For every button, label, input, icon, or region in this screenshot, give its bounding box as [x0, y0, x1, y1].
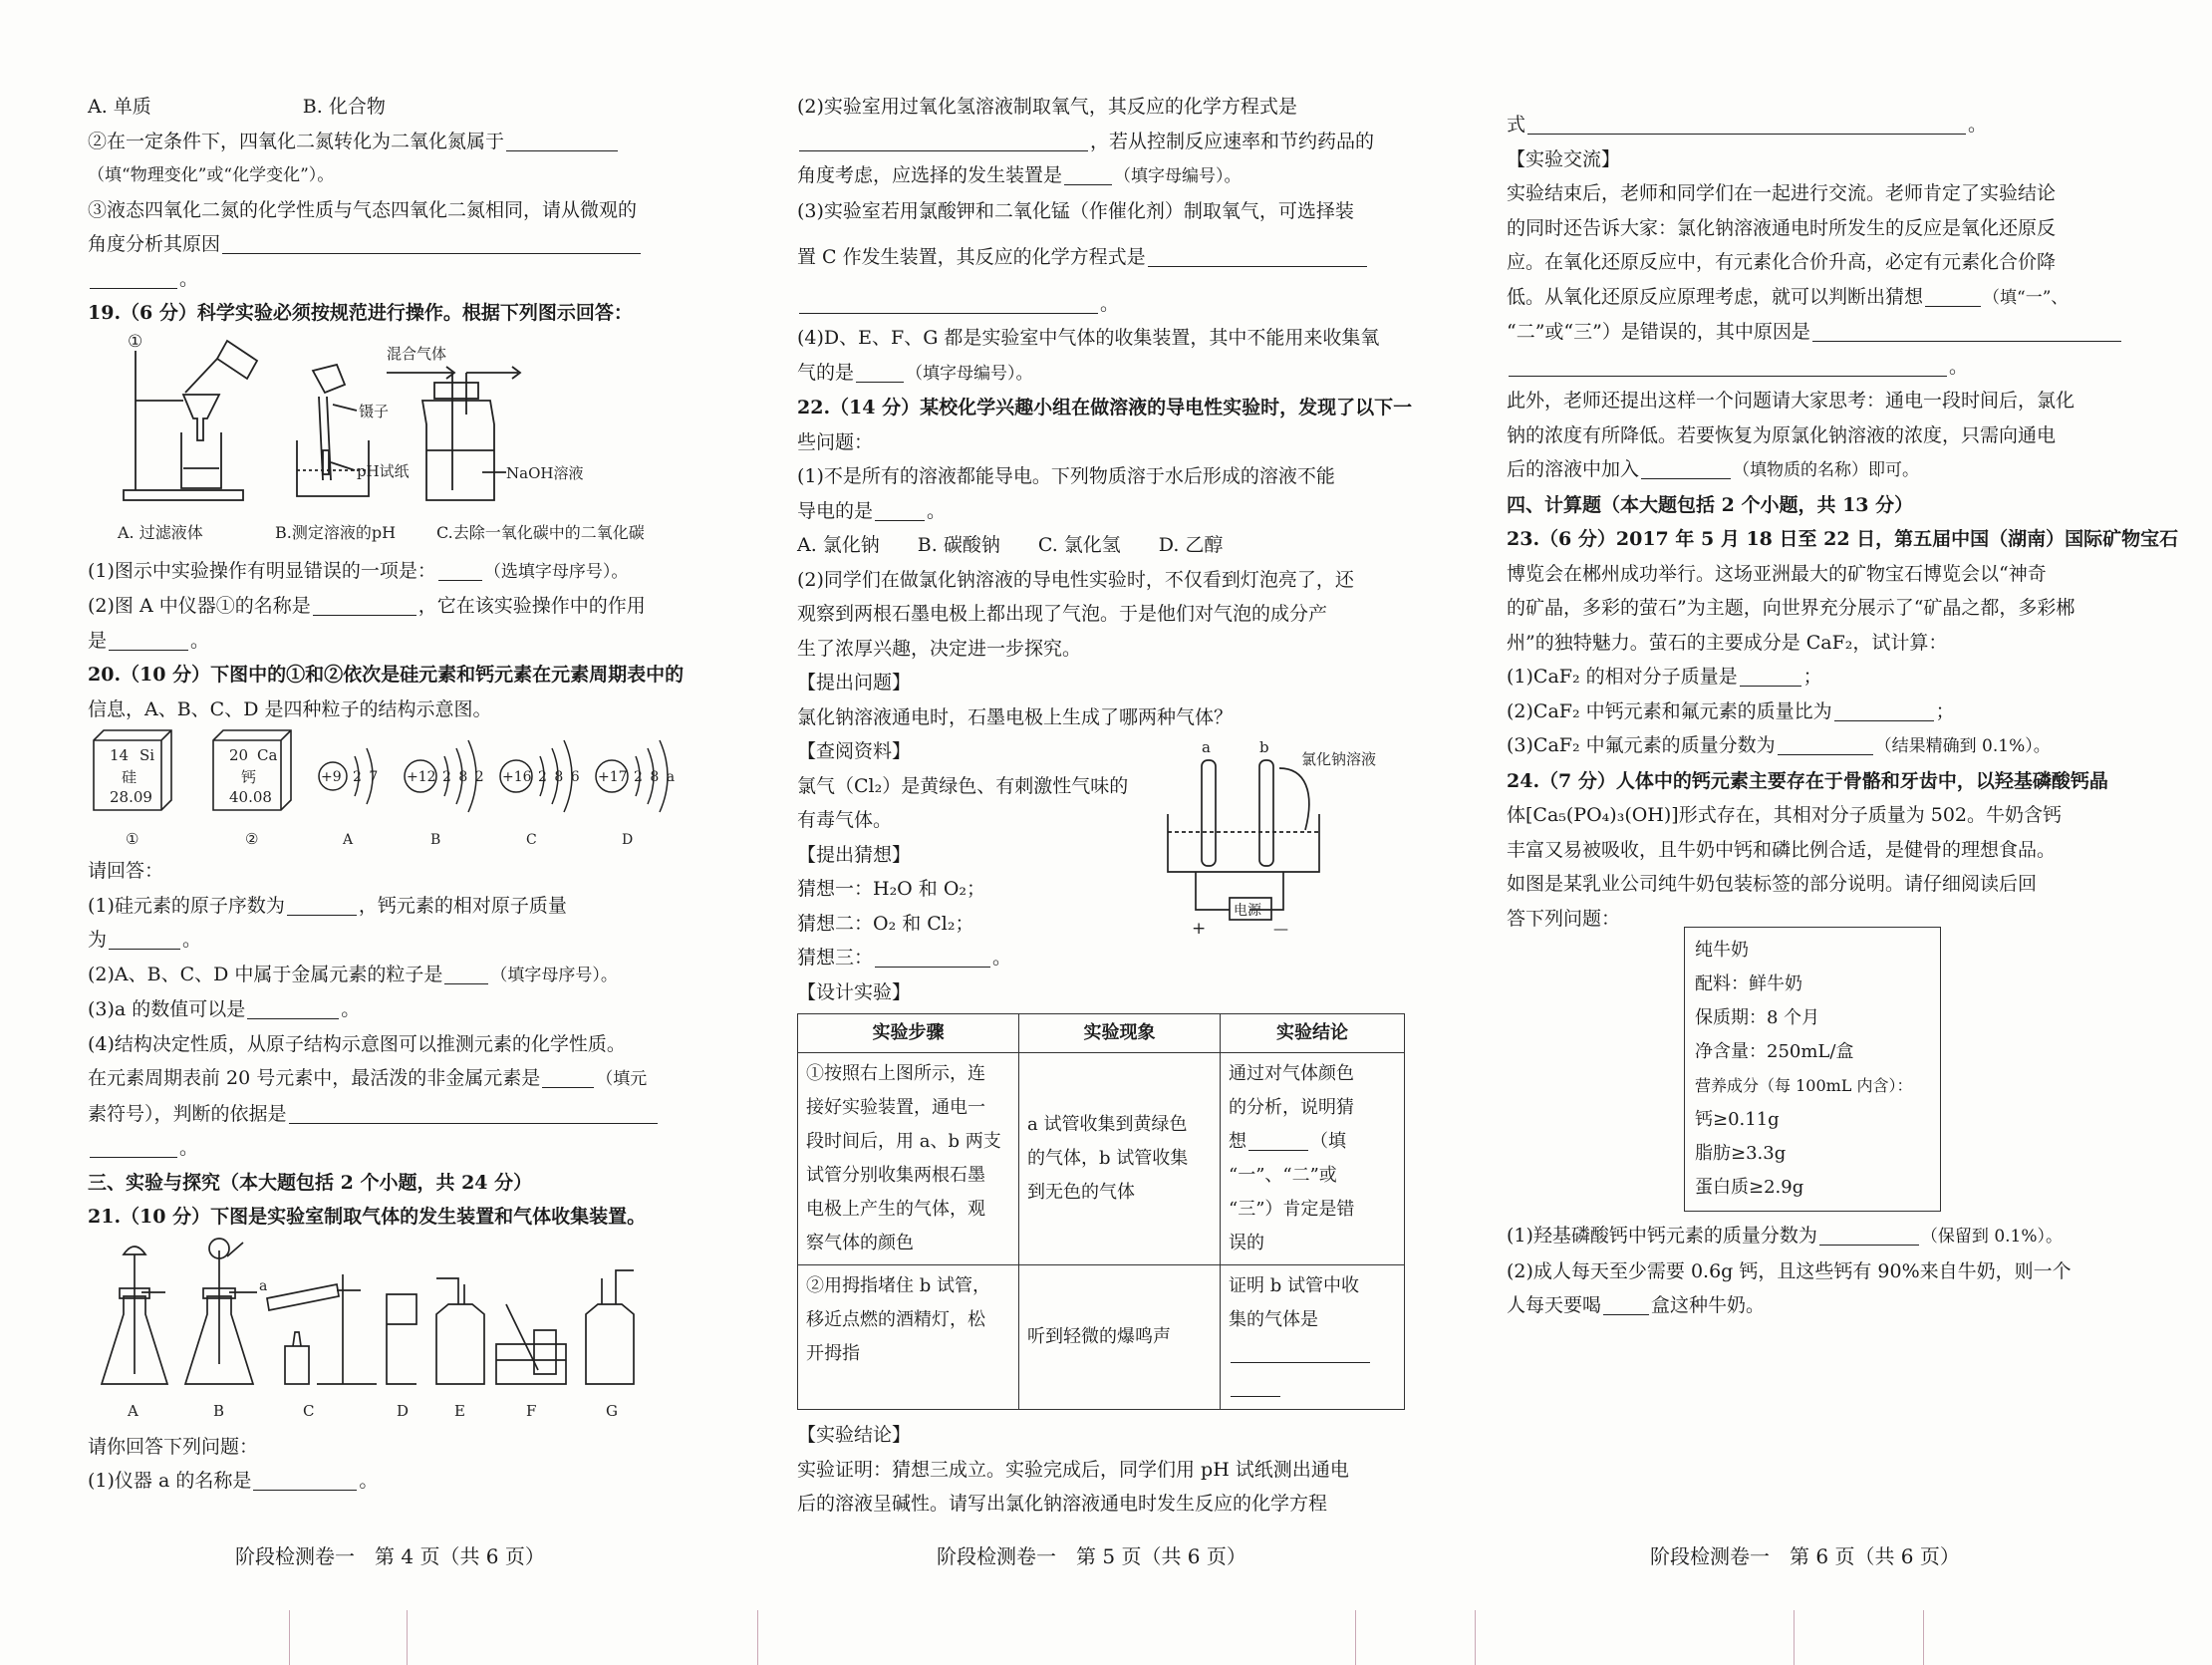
- answer-blank[interactable]: [90, 266, 177, 289]
- answer-blank[interactable]: [109, 927, 180, 950]
- answer-blank[interactable]: [1641, 456, 1731, 479]
- answer-blank[interactable]: [109, 628, 188, 651]
- apparatus-f: F: [526, 1401, 537, 1420]
- question-24-title: 24.（7 分）人体中的钙元素主要存在于骨骼和牙齿中，以羟基磷酸钙晶: [1507, 769, 2108, 792]
- cut-mark: [407, 1610, 408, 1665]
- question-line: 导电的是 。: [797, 499, 947, 522]
- question-line: 观察到两根石墨电极上都出现了气泡。于是他们对气泡的成分产: [797, 603, 1328, 625]
- answer-blank[interactable]: [1527, 112, 1966, 135]
- question-line: 置 C 作发生装置，其反应的化学方程式是: [797, 240, 1405, 275]
- table-header-row: [798, 1014, 1405, 1053]
- answer-blank[interactable]: [506, 129, 618, 151]
- answer-blank[interactable]: [799, 129, 1088, 151]
- page-4-footer: 阶段检测卷一 第 4 页（共 6 页）: [235, 1544, 545, 1568]
- answer-blank[interactable]: [247, 996, 339, 1019]
- question-line: 后的溶液中加入 （填物质的名称）即可。: [1507, 458, 1920, 480]
- question-line: 钠的浓度有所降低。若要恢复为原氯化钠溶液的浓度，只需向通电: [1507, 423, 2057, 446]
- si-caption: ①: [126, 830, 139, 848]
- answer-blank[interactable]: [542, 1065, 594, 1088]
- question-line: 气的是 （填字母编号）。: [797, 361, 1033, 384]
- atom-a-electrons: 2 7: [353, 769, 379, 785]
- atom-d-caption: D: [622, 832, 634, 848]
- label-line: 脂肪≥3.3g: [1695, 1143, 1787, 1164]
- answer-blank[interactable]: [222, 231, 641, 254]
- page-5-footer: 阶段检测卷一 第 5 页（共 6 页）: [937, 1544, 1246, 1568]
- apparatus-g: G: [606, 1401, 618, 1420]
- question-line: 生了浓厚兴趣，决定进一步探究。: [797, 637, 1082, 660]
- cut-mark: [1475, 1610, 1476, 1665]
- question-line: 些问题：: [797, 430, 874, 453]
- label-line: 营养成分（每 100mL 内含）：: [1695, 1076, 1913, 1095]
- tube-a-label: a: [1202, 738, 1211, 756]
- question-line: 博览会在郴州成功举行。这场亚洲最大的矿物宝石博览会以“神奇: [1507, 562, 2047, 585]
- milk-package-label: [1684, 927, 1941, 1212]
- answer-blank[interactable]: [1603, 1292, 1649, 1315]
- question-line: （填“物理变化”或“化学变化”）。: [88, 165, 335, 185]
- atom-a-nucleus: +9: [321, 769, 342, 785]
- question-line: 。: [797, 287, 1405, 322]
- cut-mark: [1923, 1610, 1924, 1665]
- guess-line: 猜想一：H₂O 和 O₂；: [797, 878, 986, 900]
- question-line: 实验证明：猜想三成立。实验完成后，同学们用 pH 试纸测出通电: [797, 1458, 1349, 1481]
- question-line: 的矿晶，多彩的萤石”为主题，向世界充分展示了“矿晶之都，多彩郴: [1507, 597, 2075, 619]
- label-line: 配料：鲜牛奶: [1695, 973, 1802, 994]
- option-line: A. 单质 B. 化合物: [88, 96, 386, 118]
- answer-blank[interactable]: [90, 1135, 177, 1158]
- observation-cell: 听到轻微的爆鸣声: [1019, 1265, 1221, 1410]
- answer-blank[interactable]: [1148, 244, 1367, 267]
- question-line: (1)仪器 a 的名称是 。: [88, 1470, 379, 1492]
- caption-a: A. 过滤液体: [118, 522, 203, 542]
- question-line: 。: [1507, 350, 2124, 385]
- question-line: ②在一定条件下，四氧化二氮转化为二氧化氮属于: [88, 125, 686, 159]
- answer-blank[interactable]: [1509, 354, 1947, 377]
- power-label: 电源: [1234, 903, 1261, 919]
- question-line: (1)羟基磷酸钙中钙元素的质量分数为 （保留到 0.1%）。: [1507, 1225, 2064, 1247]
- question-line: 的同时还告诉大家：氯化钠溶液通电时所发生的反应是氧化还原反: [1507, 216, 2057, 239]
- heading-line: 【提出问题】: [797, 672, 912, 694]
- answer-blank[interactable]: [253, 1468, 357, 1491]
- question-21-title: 21.（10 分）下图是实验室制取气体的发生装置和气体收集装置。: [88, 1206, 647, 1228]
- naoh-label: NaOH溶液: [506, 463, 584, 482]
- circle-1-label: ①: [128, 331, 143, 352]
- table-row: [798, 1265, 1405, 1410]
- options-line: A. 氯化钠 B. 碳酸钠 C. 氯化氢 D. 乙醇: [797, 534, 1224, 556]
- heading-line: 【提出猜想】: [797, 843, 912, 866]
- answer-blank[interactable]: [1231, 1374, 1280, 1397]
- guess-line: 猜想二：O₂ 和 Cl₂；: [797, 912, 974, 935]
- heading-line: 【查阅资料】: [797, 740, 912, 762]
- ca-symbol: Ca: [257, 746, 278, 764]
- question-line: 请回答：: [88, 860, 164, 882]
- question-line: 信息，A、B、C、D 是四种粒子的结构示意图。: [88, 697, 492, 720]
- apparatus-e: E: [454, 1401, 465, 1420]
- header-observations: 实验现象: [1019, 1014, 1221, 1053]
- page-5-column: [797, 90, 1413, 1522]
- question-line: (2)A、B、C、D 中属于金属元素的粒子是 （填字母序号）。: [88, 963, 618, 985]
- caption-c: C.去除一氧化碳中的二氧化碳: [436, 522, 645, 542]
- figure-19-apparatus: [88, 331, 686, 554]
- question-20-title: 20.（10 分）下图中的①和②依次是硅元素和钙元素在元素周期表中的: [88, 664, 685, 686]
- answer-blank[interactable]: [1812, 319, 2121, 342]
- question-line: 实验结束后，老师和同学们在一起进行交流。老师肯定了实验结论: [1507, 182, 2057, 204]
- si-mass: 28.09: [110, 788, 152, 806]
- question-line: 州”的独特魅力。萤石的主要成分是 CaF₂，试计算：: [1507, 631, 1948, 654]
- caption-b: B.测定溶液的pH: [275, 522, 397, 542]
- header-conclusions: 实验结论: [1221, 1014, 1405, 1053]
- label-a-instrument: a: [259, 1277, 268, 1294]
- answer-blank[interactable]: [1248, 1128, 1308, 1151]
- question-line: 应。在氧化还原反应中，有元素化合价升高，必定有元素化合价降: [1507, 251, 2057, 273]
- ca-caption: ②: [245, 830, 259, 848]
- answer-blank[interactable]: [799, 291, 1098, 314]
- question-19-title: 19.（6 分）科学实验必须按规范进行操作。根据下列图示回答：: [88, 302, 633, 324]
- mixed-gas-label: 混合气体: [387, 344, 447, 363]
- label-line: 钙≥0.11g: [1695, 1109, 1780, 1130]
- page-6-footer: 阶段检测卷一 第 6 页（共 6 页）: [1650, 1544, 1960, 1568]
- atom-b-nucleus: +12: [407, 769, 436, 785]
- step-cell: ①按照右上图所示，连 接好实验装置，通电一 段时间后，用 a、b 两支 试管分别收集两根石墨 电极上产生的气体，观 察气体的颜色: [798, 1053, 1019, 1265]
- question-line: 氯气（Cl₂）是黄绿色、有刺激性气味的: [797, 774, 1129, 797]
- answer-blank[interactable]: [875, 945, 990, 968]
- guess-line: 猜想三： 。: [797, 947, 1012, 969]
- question-line: 角度考虑，应选择的发生装置是 （填字母编号）。: [797, 164, 1242, 186]
- label-line: 纯牛奶: [1695, 940, 1749, 961]
- answer-blank[interactable]: [875, 498, 925, 521]
- question-line: ③液态四氧化二氮的化学性质与气态四氧化二氮相同，请从微观的: [88, 198, 638, 221]
- question-22-title: 22.（14 分）某校化学兴趣小组在做溶液的导电性实验时，发现了以下一: [797, 397, 1413, 418]
- question-line: 如图是某乳业公司纯牛奶包装标签的部分说明。请仔细阅读后回: [1507, 873, 2038, 895]
- apparatus-c: C: [303, 1401, 315, 1420]
- question-line: 人每天要喝 盒这种牛奶。: [1507, 1294, 1766, 1316]
- info-and-apparatus-block: [797, 734, 1405, 975]
- si-symbol: Si: [139, 746, 155, 764]
- conclusion-cell: 证明 b 试管中收 集的气体是: [1221, 1265, 1405, 1410]
- apparatus-b: B: [213, 1401, 225, 1420]
- question-line: (2)实验室用过氧化氢溶液制取氧气，其反应的化学方程式是: [797, 96, 1297, 118]
- plus-label: +: [1192, 919, 1207, 939]
- section-4-title: 四、计算题（本大题包括 2 个小题，共 13 分）: [1507, 493, 1914, 516]
- answer-blank[interactable]: [1834, 698, 1934, 721]
- question-line: (4)结构决定性质，从原子结构示意图可以推测元素的化学性质。: [88, 1032, 626, 1055]
- answer-blank[interactable]: [856, 360, 904, 383]
- question-line: 在元素周期表前 20 号元素中，最活泼的非金属元素是 （填元: [88, 1067, 648, 1089]
- answer-blank[interactable]: [1740, 664, 1801, 687]
- question-line: 低。从氧化还原反应原理考虑，就可以判断出猜想 （填“一”、: [1507, 285, 2069, 308]
- question-line: (2)CaF₂ 中钙元素和氟元素的质量比为 ；: [1507, 699, 1955, 722]
- question-line: 请你回答下列问题：: [88, 1435, 259, 1458]
- conclusion-cell: 通过对气体颜色 的分析，说明猜 想 （填 “一”、“二”或 “三”）肯定是错 误的: [1221, 1053, 1405, 1265]
- question-line: (3)CaF₂ 中氟元素的质量分数为 （结果精确到 0.1%）。: [1507, 734, 2051, 756]
- question-line: 丰富又易被吸收，且牛奶中钙和磷比例合适，是健骨的理想食品。: [1507, 838, 2057, 861]
- figure-21-apparatus: [88, 1235, 686, 1430]
- answer-blank[interactable]: [1819, 1223, 1919, 1246]
- ph-paper-label: pH试纸: [357, 461, 410, 480]
- question-line: 此外，老师还提出这样一个问题请大家思考：通电一段时间后，氯化: [1507, 390, 2075, 412]
- cut-mark: [757, 1610, 758, 1665]
- ca-mass: 40.08: [229, 788, 272, 806]
- cut-mark: [289, 1610, 290, 1665]
- question-23-title: 23.（6 分）2017 年 5 月 18 日至 22 日，第五届中国（湖南）国际矿物宝石: [1507, 528, 2179, 550]
- atom-c-caption: C: [526, 832, 537, 848]
- label-line: 净含量：250mL/盒: [1695, 1041, 1854, 1062]
- answer-blank[interactable]: [444, 962, 488, 984]
- atom-c-electrons: 2 8 6: [538, 769, 580, 785]
- answer-blank[interactable]: [1778, 732, 1873, 755]
- page-4-column: [88, 90, 686, 1499]
- apparatus-a: A: [128, 1401, 138, 1420]
- atom-b-caption: B: [430, 832, 441, 848]
- solution-label: 氯化钠溶液: [1301, 750, 1377, 768]
- tube-b-label: b: [1259, 738, 1269, 756]
- experiment-table: [797, 1013, 1405, 1410]
- label-line: 保质期：8 个月: [1695, 1007, 1820, 1028]
- atom-b-electrons: 2 8 2: [442, 769, 484, 785]
- ca-number: 20: [229, 746, 249, 764]
- atom-d-electrons: 2 8 a: [634, 769, 676, 785]
- question-line: 为 。: [88, 929, 202, 951]
- atom-a-caption: A: [343, 832, 354, 848]
- answer-blank[interactable]: [438, 558, 482, 581]
- si-number: 14: [110, 746, 130, 764]
- question-line: (3)实验室若用氯酸钾和二氧化锰（作催化剂）制取氧气，可选择装: [797, 199, 1354, 222]
- question-line: ，若从控制反应速率和节约药品的: [797, 125, 1405, 159]
- atom-d-nucleus: +17: [598, 769, 628, 785]
- question-line: (2)图 A 中仪器①的名称是 ，它在该实验操作中的作用: [88, 595, 646, 617]
- heading-line: 【实验交流】: [1507, 147, 1621, 170]
- label-line: 蛋白质≥2.9g: [1695, 1177, 1804, 1198]
- figure-20-elements: [88, 726, 686, 854]
- question-line: (1)图示中实验操作有明显错误的一项是： （选填字母序号）。: [88, 559, 629, 582]
- question-line: 式 。: [1507, 114, 1988, 136]
- header-steps: 实验步骤: [798, 1014, 1019, 1053]
- question-line: 体[Ca₅(PO₄)₃(OH)]形式存在，其相对分子质量为 502。牛奶含钙: [1507, 804, 2063, 826]
- tweezers-label: 镊子: [359, 402, 390, 420]
- heading-line: 【实验结论】: [797, 1424, 912, 1446]
- question-line: (1)不是所有的溶液都能导电。下列物质溶于水后形成的溶液不能: [797, 465, 1335, 487]
- answer-blank[interactable]: [1064, 162, 1112, 185]
- question-line: (2)同学们在做氯化钠溶液的导电性实验时，不仅看到灯泡亮了，还: [797, 568, 1354, 591]
- step-cell: ②用拇指堵住 b 试管， 移近点燃的酒精灯，松 开拇指: [798, 1265, 1019, 1410]
- question-line: 素符号），判断的依据是: [88, 1097, 686, 1132]
- apparatus-d: D: [397, 1401, 410, 1420]
- table-row: [798, 1053, 1405, 1265]
- question-line: 是 。: [88, 629, 210, 652]
- cut-mark: [1355, 1610, 1356, 1665]
- question-line: (2)成人每天至少需要 0.6g 钙，且这些钙有 90%来自牛奶，则一个: [1507, 1259, 2072, 1282]
- answer-blank[interactable]: [289, 1101, 658, 1124]
- question-line: (4)D、E、F、G 都是实验室中气体的收集装置，其中不能用来收集氧: [797, 327, 1380, 349]
- atom-c-nucleus: +16: [502, 769, 532, 785]
- cut-mark: [1794, 1610, 1795, 1665]
- figure-22-electrolysis: [1156, 734, 1395, 944]
- question-line: (1)硅元素的原子序数为 ，钙元素的相对原子质量: [88, 894, 567, 917]
- question-line: (3)a 的数值可以是 。: [88, 998, 361, 1020]
- answer-blank[interactable]: [313, 593, 416, 616]
- question-line: “二”或“三”）是错误的，其中原因是: [1507, 315, 2124, 350]
- answer-blank[interactable]: [287, 893, 357, 916]
- observation-cell: a 试管收集到黄绿色 的气体，b 试管收集 到无色的气体: [1019, 1053, 1221, 1265]
- question-line: 后的溶液呈碱性。请写出氯化钠溶液通电时发生反应的化学方程: [797, 1493, 1328, 1515]
- question-line: 。: [88, 1131, 686, 1166]
- minus-label: —: [1273, 920, 1288, 938]
- question-line: 角度分析其原因: [88, 227, 686, 262]
- question-line: 氯化钠溶液通电时，石墨电极上生成了哪两种气体？: [797, 705, 1234, 728]
- question-line: 有毒气体。: [797, 809, 893, 831]
- question-line: (1)CaF₂ 的相对分子质量是 ；: [1507, 666, 1822, 688]
- si-name: 硅: [122, 768, 138, 786]
- heading-line: 【设计实验】: [797, 980, 912, 1003]
- question-line: 。: [88, 262, 686, 297]
- answer-blank[interactable]: [1231, 1340, 1370, 1363]
- answer-blank[interactable]: [1925, 284, 1981, 307]
- ca-name: 钙: [241, 768, 257, 786]
- section-3-title: 三、实验与探究（本大题包括 2 个小题，共 24 分）: [88, 1171, 533, 1194]
- question-line: 答下列问题：: [1507, 907, 1621, 930]
